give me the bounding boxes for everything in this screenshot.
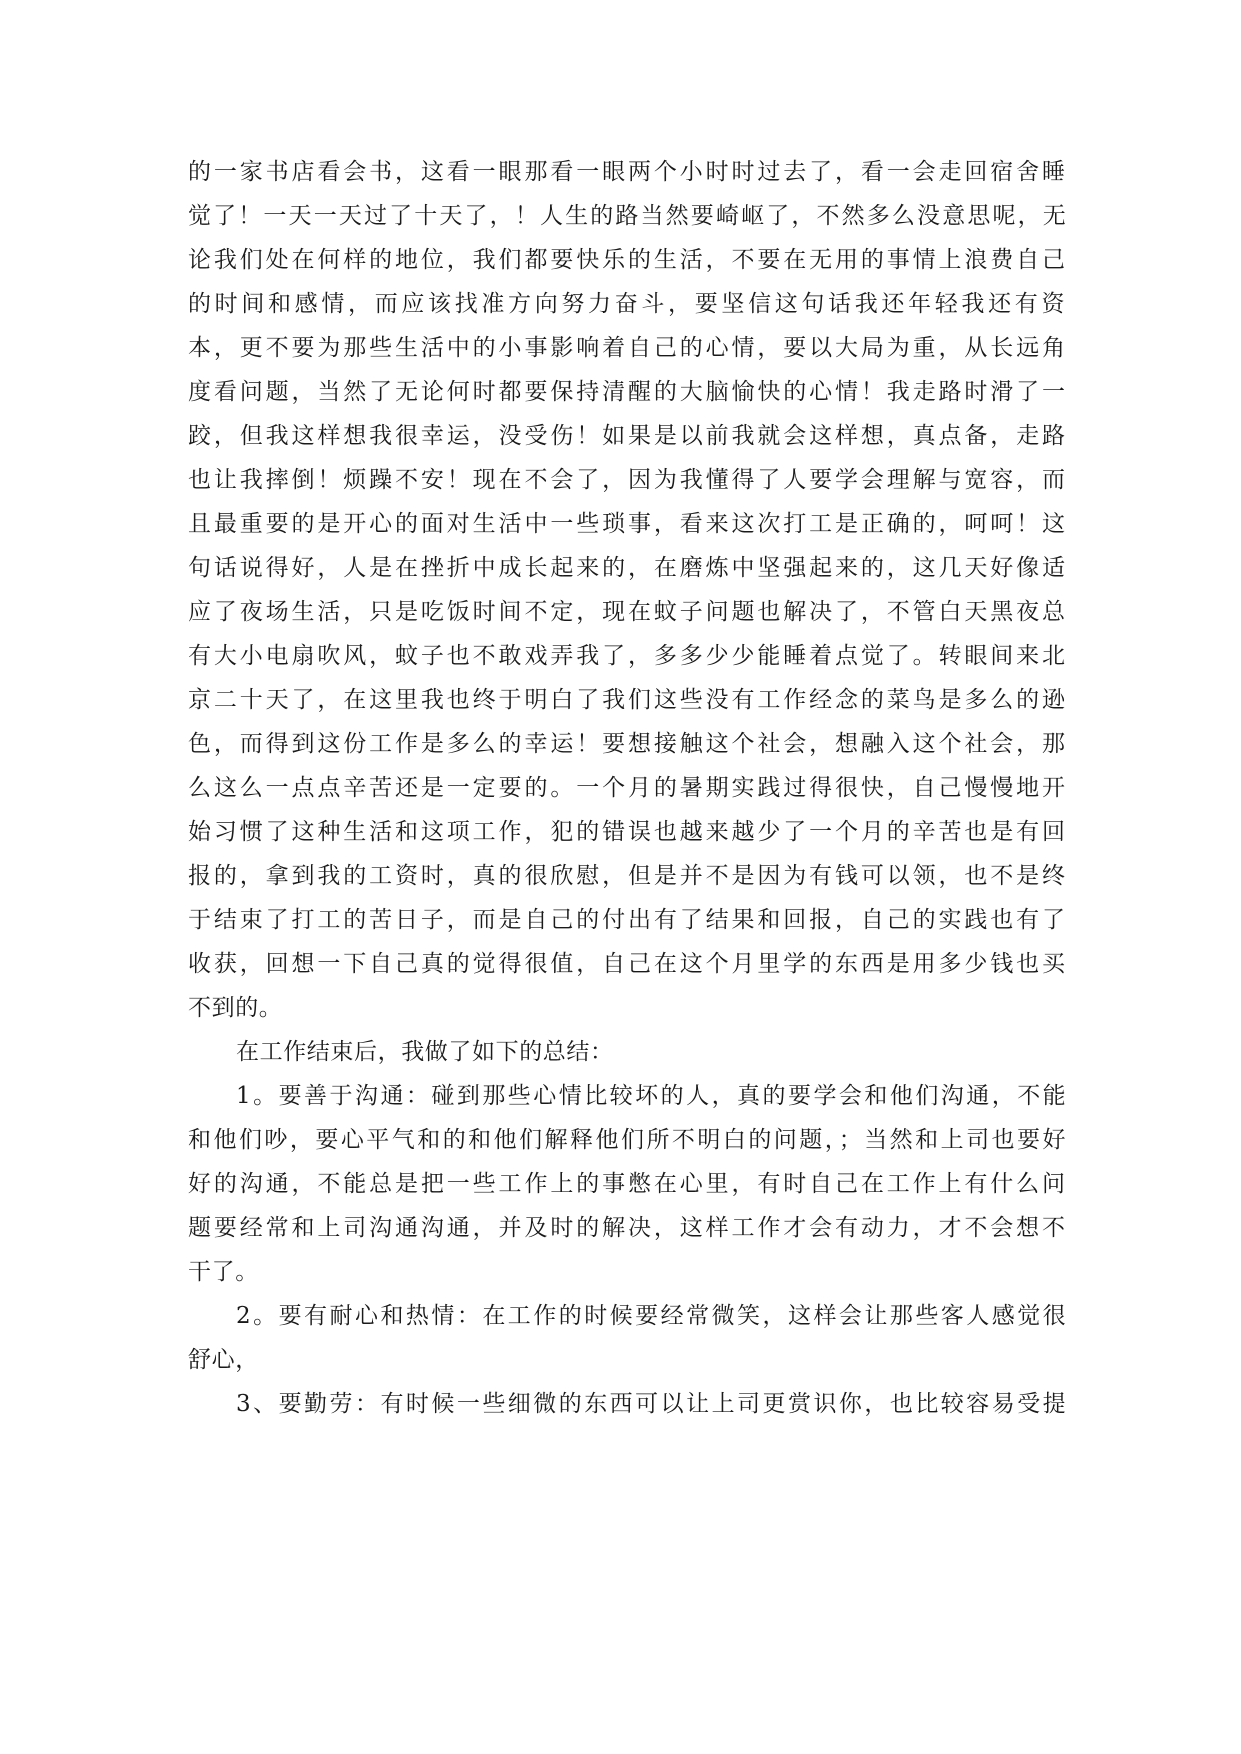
text-line: 1。要善于沟通：碰到那些心情比较坏的人，真的要学会和他们沟通，不能 bbox=[236, 1083, 1069, 1109]
text-line: 本，更不要为那些生活中的小事影响着自己的心情，要以大局为重，从长远角 bbox=[188, 335, 1068, 361]
text-line: 觉了！一天一天过了十天了，！人生的路当然要崎岖了，不然多么没意思呢，无 bbox=[188, 203, 1068, 229]
text-line: 且最重要的是开心的面对生活中一些琐事，看来这次打工是正确的，呵呵！这 bbox=[188, 511, 1068, 537]
text-line: 么这么一点点辛苦还是一定要的。一个月的暑期实践过得很快，自己慢慢地开 bbox=[188, 775, 1068, 801]
text-line: 3、要勤劳：有时候一些细微的东西可以让上司更赏识你，也比较容易受提 bbox=[236, 1391, 1069, 1417]
text-line: 有大小电扇吹风，蚊子也不敢戏弄我了，多多少少能睡着点觉了。转眼间来北 bbox=[188, 643, 1068, 669]
text-line: 不到的。 bbox=[188, 995, 283, 1021]
text-line: 度看问题，当然了无论何时都要保持清醒的大脑愉快的心情！我走路时滑了一 bbox=[188, 379, 1068, 405]
text-line: 在工作结束后，我做了如下的总结： bbox=[236, 1039, 614, 1065]
text-line: 舒心， bbox=[188, 1347, 259, 1373]
text-line: 色，而得到这份工作是多么的幸运！要想接触这个社会，想融入这个社会，那 bbox=[188, 731, 1068, 757]
text-line: 题要经常和上司沟通沟通，并及时的解决，这样工作才会有动力，才不会想不 bbox=[188, 1215, 1068, 1241]
text-line: 和他们吵，要心平气和的和他们解释他们所不明白的问题，；当然和上司也要好 bbox=[188, 1127, 1068, 1153]
text-line: 于结束了打工的苦日子，而是自己的付出有了结果和回报，自己的实践也有了 bbox=[188, 907, 1068, 933]
text-line: 干了。 bbox=[188, 1259, 259, 1285]
text-line: 报的，拿到我的工资时，真的很欣慰，但是并不是因为有钱可以领，也不是终 bbox=[188, 863, 1068, 889]
document-body bbox=[188, 150, 1068, 1426]
text-line: 始习惯了这种生活和这项工作，犯的错误也越来越少了一个月的辛苦也是有回 bbox=[188, 819, 1068, 845]
text-line: 论我们处在何样的地位，我们都要快乐的生活，不要在无用的事情上浪费自己 bbox=[188, 247, 1068, 273]
text-line: 京二十天了，在这里我也终于明白了我们这些没有工作经念的菜鸟是多么的逊 bbox=[188, 687, 1068, 713]
text-line: 应了夜场生活，只是吃饭时间不定，现在蚊子问题也解决了，不管白天黑夜总 bbox=[188, 599, 1068, 625]
text-line: 句话说得好，人是在挫折中成长起来的，在磨炼中坚强起来的，这几天好像适 bbox=[188, 555, 1068, 581]
text-line: 的时间和感情，而应该找准方向努力奋斗，要坚信这句话我还年轻我还有资 bbox=[188, 291, 1069, 317]
text-line: 收获，回想一下自己真的觉得很值，自己在这个月里学的东西是用多少钱也买 bbox=[188, 951, 1068, 977]
text-line: 好的沟通，不能总是把一些工作上的事憋在心里，有时自己在工作上有什么问 bbox=[188, 1171, 1068, 1197]
text-line: 也让我摔倒！烦躁不安！现在不会了，因为我懂得了人要学会理解与宽容，而 bbox=[188, 467, 1068, 493]
text-line: 跤，但我这样想我很幸运，没受伤！如果是以前我就会这样想，真点备，走路 bbox=[188, 423, 1068, 449]
text-line: 的一家书店看会书，这看一眼那看一眼两个小时时过去了，看一会走回宿舍睡 bbox=[188, 159, 1068, 185]
text-line: 2。要有耐心和热情：在工作的时候要经常微笑，这样会让那些客人感觉很 bbox=[236, 1303, 1069, 1329]
